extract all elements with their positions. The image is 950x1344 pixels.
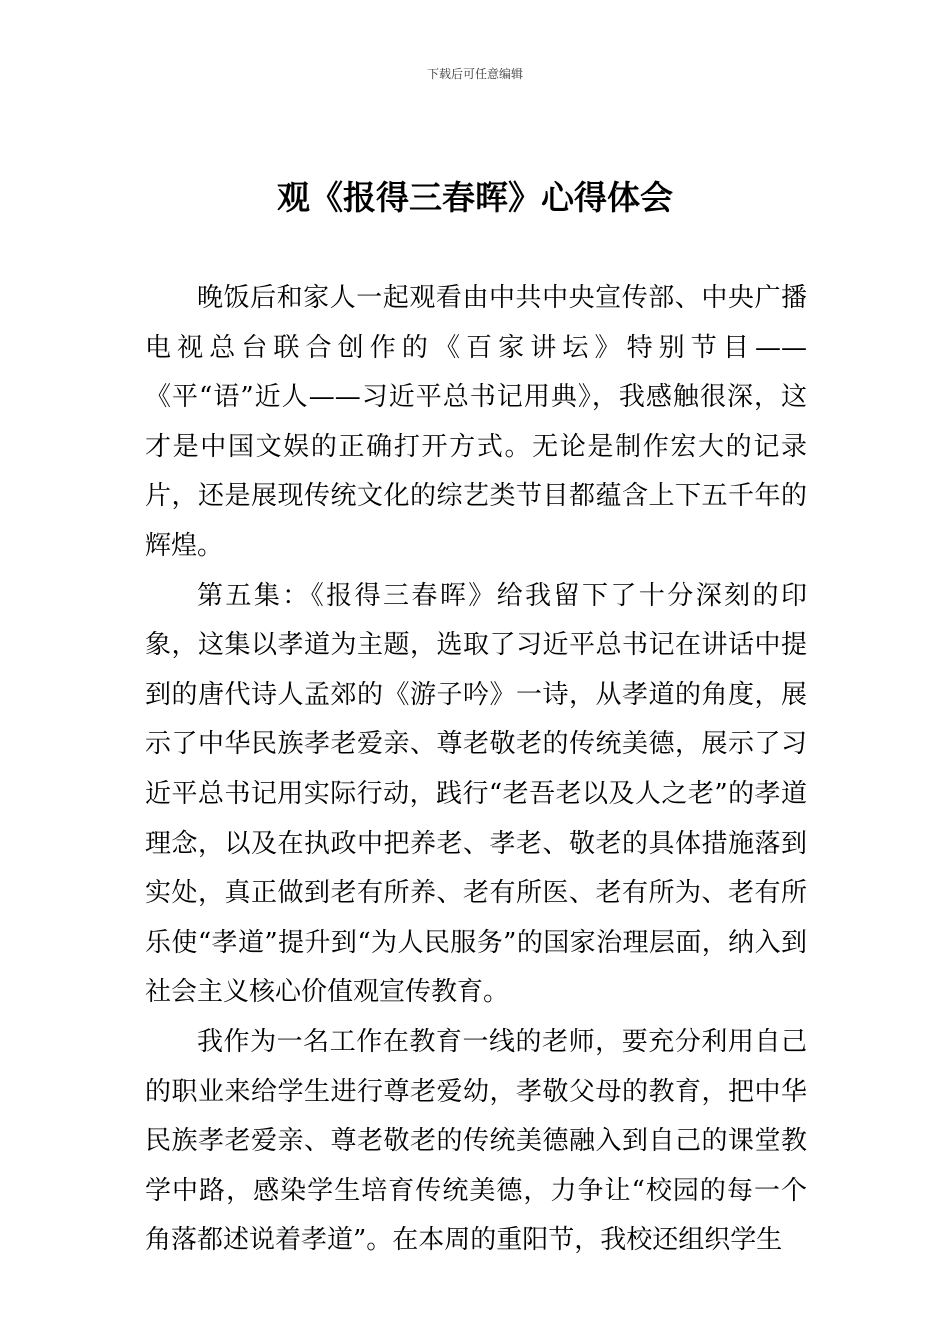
header-note: 下载后可任意编辑 [426,67,523,81]
paragraph-2: 第五集：《报得三春晖》给我留下了十分深刻的印象，这集以孝道为主题，选取了习近平总书记在讲话中提到的唐代诗人孟郊的《游子吟》一诗，从孝道的角度，展示了中华民族孝老爱亲、尊老敬老的传统美德，展示了习近平总书记用实际行动，践行“老吾老以及人之老”的孝道理念，以及在执政中把养老、孝老、敬老的具体措施落到实处，真正做到老有所养、老有所医、老有所为、老有所乐使“孝道”提升到“为人民服务”的国家治理层面，纳入到社会主义核心价值观宣传教育。 [145,580,807,1008]
paragraph-1: 晚饭后和家人一起观看由中共中央宣传部、中央广播电视总台联合创作的《百家讲坛》特别节目——《平“语”近人——习近平总书记用典》，我感触很深，这才是中国文娱的正确打开方式。无论是制作宏大的记录片，还是展现传统文化的综艺类节目都蕴含上下五千年的辉煌。 [145,283,807,561]
document-title: 观《报得三春晖》心得体会 [277,178,673,217]
document-body [145,274,807,1266]
paragraph-3: 我作为一名工作在教育一线的老师，要充分利用自己的职业来给学生进行尊老爱幼，孝敬父母的教育，把中华民族孝老爱亲、尊老敬老的传统美德融入到自己的课堂教学中路，感染学生培育传统美德，力争让“校园的每一个角落都述说着孝道”。在本周的重阳节，我校还组织学生 [145,1026,807,1256]
